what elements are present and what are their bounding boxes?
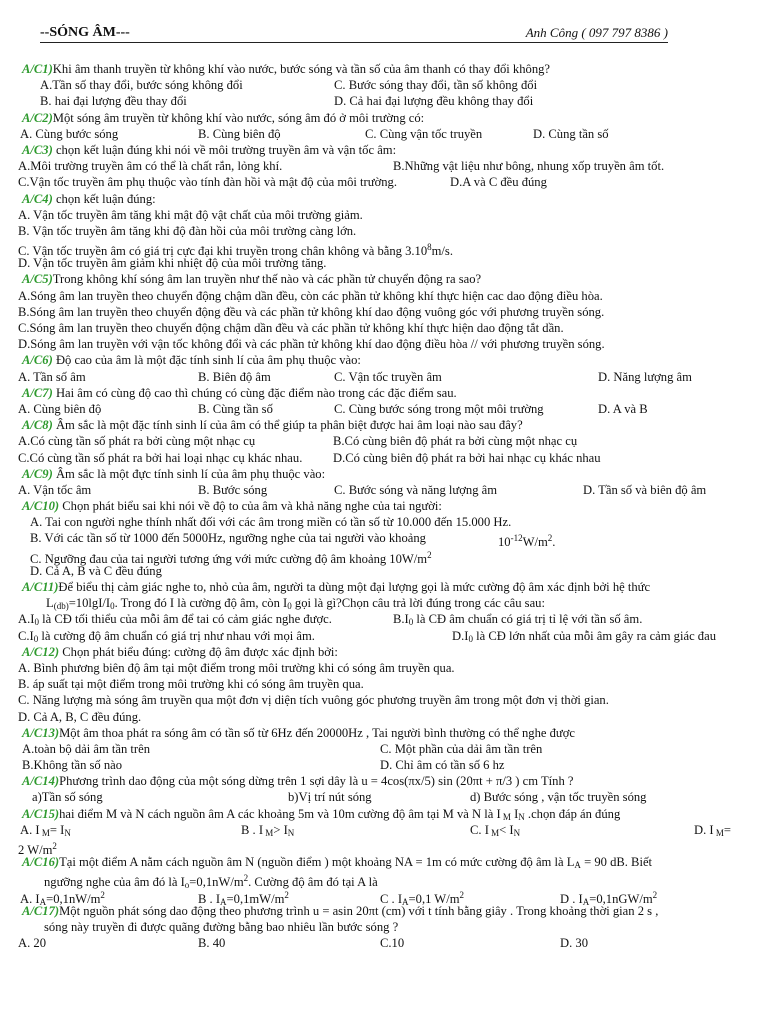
subscript: N	[513, 827, 521, 838]
text-run: =10lgI/I	[68, 596, 111, 611]
text-run: A.Có cùng tần số phát ra bởi cùng một nhạc cụ	[18, 434, 256, 449]
header-rule	[40, 42, 668, 43]
page-title: --SÓNG ÂM---	[40, 25, 130, 40]
answer-option	[380, 757, 505, 773]
text-run: C . I	[380, 891, 403, 906]
subscript: M	[488, 827, 500, 838]
text-run: = 90 dB. Biết	[580, 855, 653, 870]
text-line	[18, 595, 763, 611]
text-run: là CĐ âm chuẩn có giá trị tỉ lệ với tần số âm.	[413, 612, 643, 627]
text-run: là CĐ tối thiểu của mỗi âm để tai có cảm giác nghe được.	[38, 612, 332, 627]
text-run: B. hai đại lượng đều thay đổi	[40, 94, 187, 109]
text-run: ngưỡng nghe của âm đó là I	[44, 875, 185, 890]
text-line	[18, 514, 763, 530]
text-line	[18, 903, 763, 919]
text-line	[18, 304, 763, 320]
question-text	[22, 353, 361, 367]
text-run: C.I	[18, 628, 34, 643]
answer-option	[598, 369, 692, 385]
text-run: B.Những vật liệu như bông, nhung xốp truyền âm tốt.	[393, 159, 665, 174]
subscript: 0	[33, 633, 39, 644]
text-run: là cường độ âm chuẩn có giá trị như nhau với mọi âm.	[38, 628, 315, 643]
text-run: a)Tần số sóng	[32, 790, 103, 805]
text-run: A.I	[18, 612, 35, 627]
text-run: D. Cả hai đại lượng đều không thay đổi	[334, 94, 534, 109]
subscript: M	[39, 827, 50, 838]
text-line	[18, 676, 763, 692]
text-run: Một âm thoa phát ra sóng âm có tần số từ 6Hz đến 20000Hz , Tai người bình thường có thể nghe được	[59, 725, 575, 740]
text-line	[18, 887, 763, 907]
text-line	[18, 870, 763, 891]
question-list	[18, 61, 763, 951]
question-number: A/C6)	[22, 353, 53, 368]
answer-option	[18, 289, 603, 303]
answer-option	[18, 256, 326, 270]
text-run: D. Cùng tần số	[533, 126, 609, 141]
superscript: 2	[427, 549, 432, 560]
text-run: gọi là gì?Chọn câu trả lời đúng trong các câu sau:	[291, 596, 545, 611]
text-line	[18, 919, 763, 935]
text-run: Phương trình dao động của một sóng dừng trên 1 sợi dây là u = 4cos(πx/5) sin (20πt + π/3 ) cm Tính ?	[59, 774, 574, 789]
answer-option	[533, 126, 609, 142]
text-run: Chọn phát biểu đúng: cường độ âm được xác định bởi:	[59, 644, 338, 659]
text-run: Khi âm thanh truyền từ không khí vào nước, bước sóng và tần số của âm thanh có thay đổi không?	[52, 62, 551, 76]
text-line	[18, 433, 763, 449]
answer-option	[20, 126, 118, 142]
text-line	[18, 709, 763, 725]
text-line	[18, 369, 763, 385]
subscript: (db)	[53, 601, 69, 612]
answer-option	[18, 450, 302, 466]
text-run: A. Cùng bước sóng	[20, 126, 119, 141]
text-run: =0,1mW/m	[226, 891, 285, 906]
text-line	[18, 239, 763, 259]
answer-option	[598, 401, 648, 417]
answer-option	[583, 482, 706, 498]
text-line	[18, 450, 763, 466]
question-text	[22, 855, 652, 869]
answer-option	[198, 126, 281, 142]
question-text	[22, 192, 156, 206]
text-run: A. Cùng biên độ	[18, 401, 102, 416]
text-run: Âm sắc là một đực tính sinh lí của âm phụ thuộc vào:	[52, 466, 326, 481]
text-line	[18, 806, 763, 822]
text-line	[18, 789, 763, 805]
text-run: C. Ngưỡng đau của tai người tương ứng với mức cường độ âm khoảng 10W/m	[30, 551, 428, 566]
answer-option	[30, 515, 511, 529]
subscript: o	[184, 880, 190, 891]
text-run: D. 30	[560, 936, 588, 951]
question-number: A/C11)	[22, 580, 59, 594]
answer-option	[333, 450, 601, 466]
text-run: D . I	[560, 891, 583, 906]
text-line	[18, 223, 763, 239]
text-line	[18, 207, 763, 223]
text-run: D. Chỉ âm có tần số 6 hz	[380, 758, 505, 773]
answer-option	[18, 369, 86, 385]
subscript: 0	[408, 617, 414, 628]
text-line	[18, 725, 763, 741]
text-line	[18, 466, 763, 482]
text-line	[18, 401, 763, 417]
text-run: 10	[498, 535, 511, 550]
text-line	[18, 757, 763, 773]
text-line	[18, 142, 763, 158]
text-run: A. Vận tốc truyền âm tăng khi mật độ vật chất của môi trường giảm.	[18, 207, 363, 222]
text-run: A. Tai con người nghe thính nhất đối với các âm trong miền có tần số từ 10.000 đến 15.000 Hz.	[30, 515, 512, 530]
text-run: B. Cùng biên độ	[198, 126, 281, 141]
answer-option	[198, 935, 225, 951]
author-contact: Anh Công ( 097 797 8386 )	[525, 25, 668, 40]
text-run: b)Vị trí nút sóng	[288, 790, 372, 805]
text-run: Chọn phát biểu sai khi nói về độ to của âm và khả năng nghe của tai người:	[59, 499, 442, 514]
answer-option	[450, 174, 547, 190]
text-run: =0,1nW/m	[46, 891, 101, 906]
text-run: B . I	[241, 822, 264, 837]
text-run: C. Bước sóng và năng lượng âm	[334, 482, 498, 497]
text-run: I	[510, 806, 519, 821]
answer-option	[560, 935, 588, 951]
text-run: D. I	[694, 822, 714, 837]
text-run: B.I	[393, 612, 409, 627]
text-run: C.Có cùng tần số phát ra bởi hai loại nhạc cụ khác nhau.	[18, 450, 303, 465]
text-run: C. Năng lượng mà sóng âm truyền qua một đơn vị diện tích vuông góc phương truyền âm trong một đơn vị thời gian.	[18, 693, 609, 708]
subscript: M	[713, 827, 724, 838]
text-line	[18, 628, 763, 644]
text-run: = I	[49, 822, 65, 837]
text-run: B. Với các tần số từ 1000 đến 5000Hz, ngưỡng nghe của tai người vào khoảng	[30, 531, 426, 546]
answer-option	[18, 305, 604, 319]
text-run: C. I	[470, 822, 489, 837]
text-run: sóng này truyền đi được quãng đường bằng bao nhiêu lần bước sóng ?	[44, 919, 399, 934]
text-run: D. Năng lượng âm	[598, 369, 692, 384]
text-run: hai điểm M và N cách nguồn âm A các khoảng 5m và 10m cường độ âm tại M và N là I	[59, 806, 501, 821]
text-run: C.Sóng âm lan truyền theo chuyển động chậm dần đều và các phần tử không khí thực hiện dao động tắt dần.	[18, 321, 564, 335]
text-line	[18, 271, 763, 287]
text-run: D. A và B	[598, 401, 648, 416]
text-run: A.Môi trường truyền âm có thể là chất rắn, lỏng khí.	[18, 159, 283, 174]
text-run: A. I	[20, 891, 40, 906]
text-line	[18, 563, 763, 579]
answer-option	[334, 93, 533, 109]
text-line	[18, 336, 763, 352]
page-header	[40, 25, 668, 43]
subscript: A	[582, 896, 590, 907]
question-number: A/C12)	[22, 644, 60, 659]
text-run: B.Có cùng biên độ phát ra bởi cùng một nhạc cụ	[333, 434, 578, 449]
text-run: B. 40	[198, 936, 226, 951]
question-number: A/C8)	[22, 418, 53, 433]
answer-option	[18, 693, 609, 707]
text-line	[18, 692, 763, 708]
text-run: D. Cả A, B, C đều đúng.	[18, 709, 142, 724]
text-run: Tại một điểm A nằm cách nguồn âm N (nguồn điểm ) một khoảng NA = 1m có mức cường độ âm là L	[59, 855, 575, 870]
answer-option	[334, 482, 497, 498]
subscript: 0	[287, 601, 292, 612]
text-line	[18, 255, 763, 271]
text-run: Để biểu thị cảm giác nghe to, nhỏ của âm, người ta dùng một đại lượng gọi là mức cường độ âm xác định bởi hệ thức	[58, 580, 651, 594]
text-line	[18, 417, 763, 433]
text-line	[18, 320, 763, 336]
text-run: d) Bước sóng , vận tốc truyền sóng	[470, 790, 647, 805]
subscript: M	[500, 811, 511, 822]
text-run: A.Tần số thay đổi, bước sóng không đổi	[40, 78, 243, 93]
answer-option	[334, 369, 442, 385]
text-run: . Trong đó I là cường độ âm, còn I	[114, 596, 288, 611]
text-run: A.toàn bộ dải âm tần trên	[22, 741, 150, 756]
text-line	[18, 579, 763, 595]
question-text	[22, 272, 481, 286]
subscript: A	[220, 896, 227, 907]
answer-option	[18, 208, 363, 222]
text-run: Một sóng âm truyền từ không khí vào nước, sóng âm đó ở môi trường có:	[52, 110, 425, 125]
subscript: 0	[468, 633, 473, 644]
text-run: C. Cùng vận tốc truyền	[365, 126, 483, 141]
subscript: M	[263, 827, 274, 838]
answer-option	[198, 482, 267, 498]
text-line	[18, 110, 763, 126]
text-run: 2 W/m	[18, 843, 53, 857]
text-run: B. áp suất tại một điểm trong môi trường khi có sóng âm truyền qua.	[18, 677, 364, 692]
answer-option	[18, 482, 91, 498]
question-number: A/C1)	[22, 62, 53, 76]
answer-option	[32, 789, 103, 805]
answer-option	[393, 158, 664, 174]
text-line	[18, 352, 763, 368]
text-run: =0,1nGW/m	[589, 891, 653, 906]
answer-option	[365, 126, 482, 142]
question-number: A/C14)	[22, 774, 60, 789]
answer-option	[18, 677, 364, 691]
question-text	[22, 807, 620, 821]
text-line	[18, 191, 763, 207]
text-line	[18, 854, 763, 870]
answer-option	[18, 321, 564, 335]
text-line	[18, 822, 763, 838]
subscript: N	[64, 827, 71, 838]
text-line	[18, 498, 763, 514]
text-line	[18, 126, 763, 142]
superscript: 2	[52, 841, 57, 851]
text-run: < I	[499, 822, 514, 837]
text-line	[18, 174, 763, 190]
superscript: 2	[652, 889, 658, 900]
answer-option	[30, 564, 162, 578]
subscript: N	[287, 827, 295, 838]
answer-option	[30, 530, 426, 546]
answer-option	[40, 93, 187, 109]
answer-option	[46, 596, 545, 610]
text-line	[18, 93, 763, 109]
answer-option	[18, 158, 282, 174]
question-number: A/C15)	[22, 806, 60, 821]
answer-option	[40, 77, 243, 93]
text-run: B. Cùng tần số	[198, 401, 273, 416]
question-text	[22, 726, 575, 740]
text-run: D.Có cùng biên độ phát ra bởi hai nhạc cụ khác nhau	[333, 450, 601, 465]
answer-option	[18, 710, 141, 724]
text-run: D.A và C đều đúng	[450, 175, 547, 190]
text-run: Độ cao của âm là một đặc tính sinh lí của âm phụ thuộc vào:	[52, 353, 361, 368]
text-run: chọn kết luận đúng:	[52, 191, 156, 206]
text-line	[18, 741, 763, 757]
text-run: C. Bước sóng thay đổi, tần số không đổi	[334, 78, 538, 93]
question-number: A/C13)	[22, 725, 60, 740]
question-number: A/C7)	[22, 385, 53, 400]
answer-option	[470, 789, 646, 805]
answer-option	[18, 337, 605, 351]
text-run: B . I	[198, 891, 221, 906]
text-line	[18, 61, 763, 77]
question-text	[22, 418, 523, 432]
text-run: A. Bình phương biên độ âm tại một điểm trong môi trường khi có sóng âm truyền qua.	[18, 660, 455, 675]
question-text	[22, 499, 442, 513]
text-run: C. Vận tốc truyền âm có giá trị cực đại khi truyền trong chân không và bằng 3.10	[18, 244, 428, 259]
text-run: D.Sóng âm lan truyền với vận tốc không đổi và các phần tử không khí dao động điều hòa // với phương truyền sóng.	[18, 337, 605, 352]
superscript: 2	[243, 873, 249, 884]
answer-option	[22, 757, 122, 773]
text-run: B. Vận tốc truyền âm tăng khi độ đàn hồi của môi trường càng lớn.	[18, 223, 357, 238]
text-run: Âm sắc là một đặc tính sinh lí của âm có thể giúp ta phân biệt được hai âm loại nào sau đây?	[52, 418, 523, 433]
superscript: 8	[427, 242, 432, 253]
text-run: chọn kết luận đúng khi nói về môi trường truyền âm và vận tốc âm:	[52, 142, 397, 157]
answer-option	[198, 369, 271, 385]
question-number: A/C9)	[22, 466, 53, 481]
text-line	[18, 935, 763, 951]
question-number: A/C5)	[22, 272, 53, 287]
answer-option	[198, 401, 273, 417]
text-run: C.10	[380, 936, 405, 951]
text-run: D. Cả A, B và C đều đúng	[30, 563, 162, 578]
text-line	[18, 644, 763, 660]
text-line	[18, 288, 763, 304]
text-run: A. 20	[18, 936, 46, 951]
answer-option	[334, 401, 544, 417]
answer-option	[380, 935, 404, 951]
text-line	[18, 838, 763, 857]
text-run: B.Sóng âm lan truyền theo chuyển động đều và các phần tử không khí dao động vuông góc với phương truyền sóng.	[18, 304, 605, 319]
text-run: L	[46, 596, 54, 611]
question-text	[22, 467, 325, 481]
question-number: A/C2)	[22, 110, 53, 125]
answer-option	[333, 433, 577, 449]
question-text	[22, 143, 396, 157]
question-number: A/C10)	[22, 499, 60, 514]
answer-option	[18, 935, 46, 951]
text-run: m/s.	[431, 244, 453, 259]
superscript: 2	[547, 533, 553, 544]
answer-option	[380, 741, 542, 757]
question-text	[22, 645, 338, 659]
text-run: C. Một phần của dải âm tần trên	[380, 741, 543, 756]
superscript: 2	[100, 889, 105, 900]
text-run: .chọn đáp án đúng	[524, 806, 621, 821]
text-run: A.Sóng âm lan truyền theo chuyển động chậm dần đều, còn các phần tử không khí thực hiện cac dao động điều hòa.	[18, 288, 603, 303]
text-run: .	[552, 535, 556, 550]
text-run: . Cường độ âm đó tại A là	[248, 875, 378, 890]
question-number: A/C3)	[22, 142, 53, 157]
text-run: W/m	[522, 535, 548, 550]
text-run: C. Vận tốc truyền âm	[334, 369, 442, 384]
answer-option	[22, 741, 150, 757]
question-number: A/C16)	[22, 855, 60, 870]
text-run: B. Biên độ âm	[198, 369, 271, 384]
question-text	[22, 111, 424, 125]
text-run: D. Tần số và biên độ âm	[583, 482, 707, 497]
text-run: =	[723, 822, 731, 837]
question-text	[22, 904, 658, 918]
question-text	[22, 62, 550, 76]
superscript: -12	[510, 533, 523, 544]
text-run: D. Vận tốc truyền âm giảm khi nhiệt độ của môi trường tăng.	[18, 256, 327, 271]
superscript: 2	[459, 889, 464, 900]
text-line	[18, 547, 763, 566]
text-run: D.I	[452, 628, 469, 643]
text-run: =0,1 W/m	[408, 891, 460, 906]
text-line	[18, 482, 763, 498]
text-run: A. I	[20, 822, 40, 837]
question-number: A/C4)	[22, 191, 53, 206]
subscript: N	[518, 811, 525, 822]
question-text	[22, 774, 573, 788]
text-run: B. Bước sóng	[198, 482, 268, 497]
subscript: 0	[110, 601, 115, 612]
answer-option	[44, 920, 398, 934]
subscript: A	[39, 896, 47, 907]
text-line	[18, 660, 763, 676]
answer-option	[334, 77, 537, 93]
question-text	[22, 580, 650, 594]
text-run: A. Vận tốc âm	[18, 482, 92, 497]
text-run: là CĐ lớn nhất của mỗi âm gây ra cảm giác đau	[472, 628, 716, 643]
text-run: Trong không khí sóng âm lan truyền như thế nào và các phần tử chuyển động ra sao?	[52, 272, 482, 287]
subscript: A	[402, 896, 409, 907]
question-number: A/C17)	[22, 903, 60, 918]
subscript: A	[574, 860, 581, 871]
text-run: A. Tần số âm	[18, 369, 86, 384]
answer-option	[18, 401, 101, 417]
text-line	[18, 611, 763, 627]
text-run: C. Cùng bước sóng trong một môi trường	[334, 401, 544, 416]
answer-option	[18, 433, 255, 449]
text-line	[18, 77, 763, 93]
superscript: 2	[284, 889, 289, 900]
answer-option	[18, 661, 455, 675]
question-text	[22, 386, 457, 400]
answer-option	[288, 789, 372, 805]
text-run: B.Không tần số nào	[22, 758, 123, 773]
text-run: Hai âm có cùng độ cao thì chúng có cùng đặc điểm nào trong các đặc điểm sau.	[52, 385, 457, 400]
subscript: 0	[34, 617, 39, 628]
text-run: > I	[273, 822, 288, 837]
text-line	[18, 530, 763, 550]
answer-option	[18, 224, 356, 238]
text-run: C.Vận tốc truyền âm phụ thuộc vào tính đàn hồi và mật độ của môi trường.	[18, 175, 397, 190]
text-run: =0,1nW/m	[189, 875, 244, 890]
text-line	[18, 773, 763, 789]
text-run: Một nguồn phát sóng dao động theo phương trình u = asin 20πt (cm) với t tính bằng giây . Trong khoảng thời gian 2 s ,	[59, 903, 659, 918]
answer-option	[18, 174, 397, 190]
text-line	[18, 158, 763, 174]
text-line	[18, 385, 763, 401]
